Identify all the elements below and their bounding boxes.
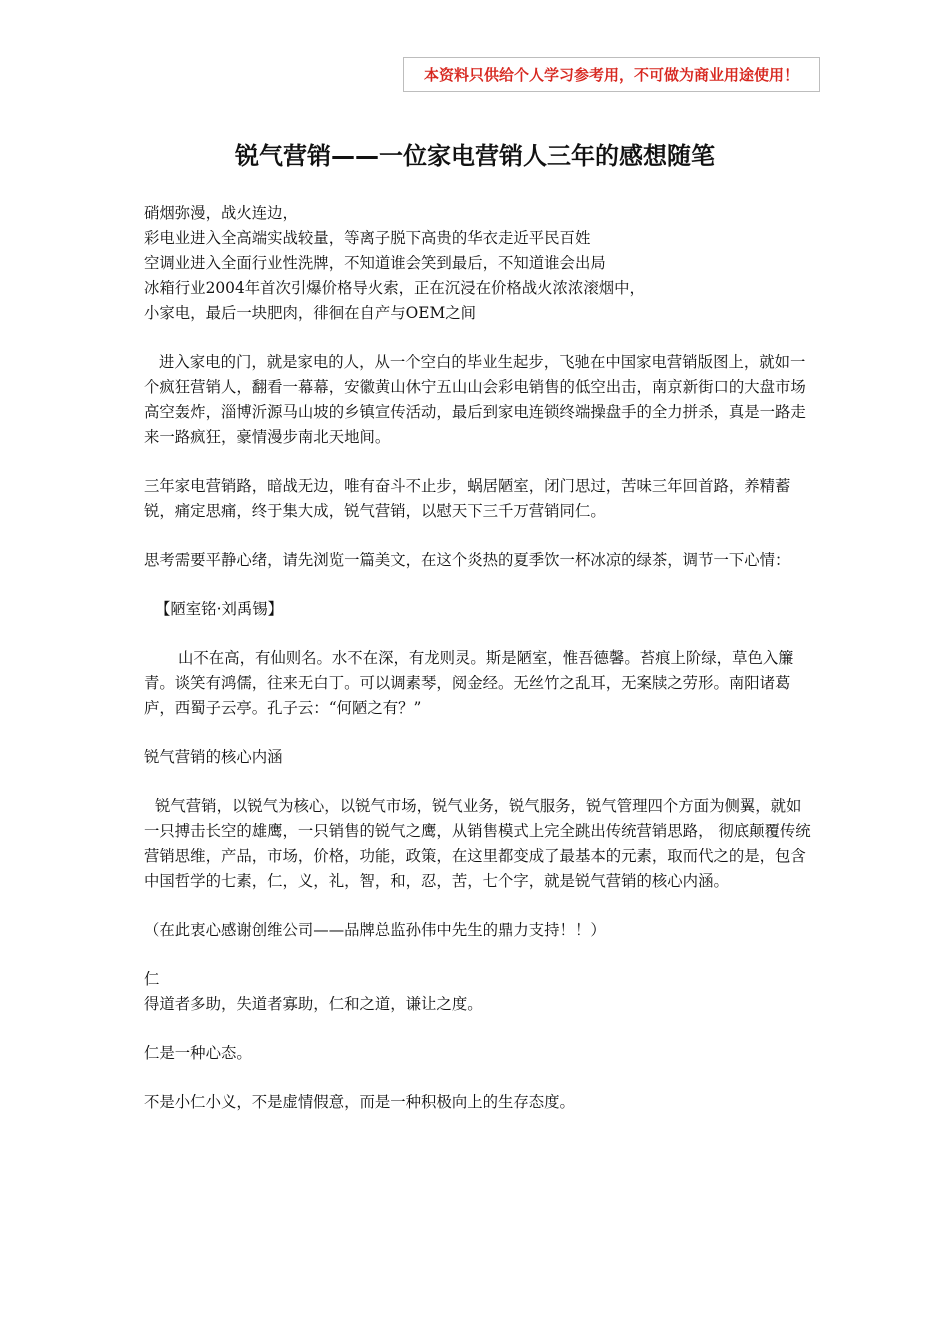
ren-attitude: 不是小仁小义，不是虚情假意，而是一种积极向上的生存态度。 bbox=[144, 1093, 575, 1111]
poem-line: 彩电业进入全高端实战较量，等离子脱下高贵的华衣走近平民百姓 bbox=[144, 229, 591, 247]
poem-line: 冰箱行业2004年首次引爆价格导火索，正在沉浸在价格战火浓浓滚烟中， bbox=[144, 279, 645, 297]
section-heading: 锐气营销的核心内涵 bbox=[144, 748, 283, 766]
core-paragraph: 锐气营销，以锐气为核心，以锐气市场，锐气业务，锐气服务，锐气管理四个方面为侧翼，就如一只搏击长空的雄鹰，一只销售的锐气之鹰，从销售模式上完全跳出传统营销思路， 彻底颠覆传统营销思维，产品，市场，价格，功能，政策，在这里都变成了最基本的元素，取而代之的是，包含中国哲学的七素，仁，义，礼，智，和，忍，苦，七个字，就是锐气营销的核心内涵。 bbox=[144, 797, 811, 890]
poem-heading: 【陋室铭·刘禹锡】 bbox=[155, 600, 284, 618]
ren-mindset: 仁是一种心态。 bbox=[144, 1044, 252, 1062]
ren-heading: 仁 bbox=[144, 970, 160, 988]
ren-line: 得道者多助，失道者寡助，仁和之道，谦让之度。 bbox=[144, 995, 483, 1013]
document-title: 锐气营销——一位家电营销人三年的感想随笔 bbox=[235, 142, 715, 170]
thanks-paragraph: （在此衷心感谢创维公司——品牌总监孙伟中先生的鼎力支持！！） bbox=[144, 921, 606, 939]
think-paragraph: 思考需要平静心绪，请先浏览一篇美文，在这个炎热的夏季饮一杯冰凉的绿茶，调节一下心情： bbox=[144, 551, 791, 569]
poem-line: 硝烟弥漫，战火连边， bbox=[144, 204, 298, 222]
poem-paragraph: 山不在高，有仙则名。水不在深，有龙则灵。斯是陋室，惟吾德馨。苔痕上阶绿，草色入簾青。谈笑有鸿儒，往来无白丁。可以调素琴，阅金经。无丝竹之乱耳，无案牍之劳形。南阳诸葛庐，西蜀子云亭。孔子云：“何陋之有？” bbox=[144, 649, 794, 717]
disclaimer-notice: 本资料只供给个人学习参考用，不可做为商业用途使用！ bbox=[403, 57, 820, 92]
document-body bbox=[144, 201, 812, 1115]
three-years-paragraph: 三年家电营销路，暗战无边，唯有奋斗不止步，蜗居陋室，闭门思过，苦味三年回首路，养精蓄锐，痛定思痛，终于集大成，锐气营销，以慰天下三千万营销同仁。 bbox=[144, 477, 791, 520]
intro-paragraph: 进入家电的门，就是家电的人，从一个空白的毕业生起步，飞驰在中国家电营销版图上，就如一个疯狂营销人，翻看一幕幕，安徽黄山休宁五山山会彩电销售的低空出击，南京新街口的大盘市场高空轰炸，淄博沂源马山坡的乡镇宣传活动，最后到家电连锁终端操盘手的全力拼杀，真是一路走来一路疯狂，豪情漫步南北天地间。 bbox=[144, 353, 806, 446]
poem-line: 小家电，最后一块肥肉，徘徊在自产与OEM之间 bbox=[144, 304, 477, 322]
poem-line: 空调业进入全面行业性洗牌，不知道谁会笑到最后，不知道谁会出局 bbox=[144, 254, 606, 272]
